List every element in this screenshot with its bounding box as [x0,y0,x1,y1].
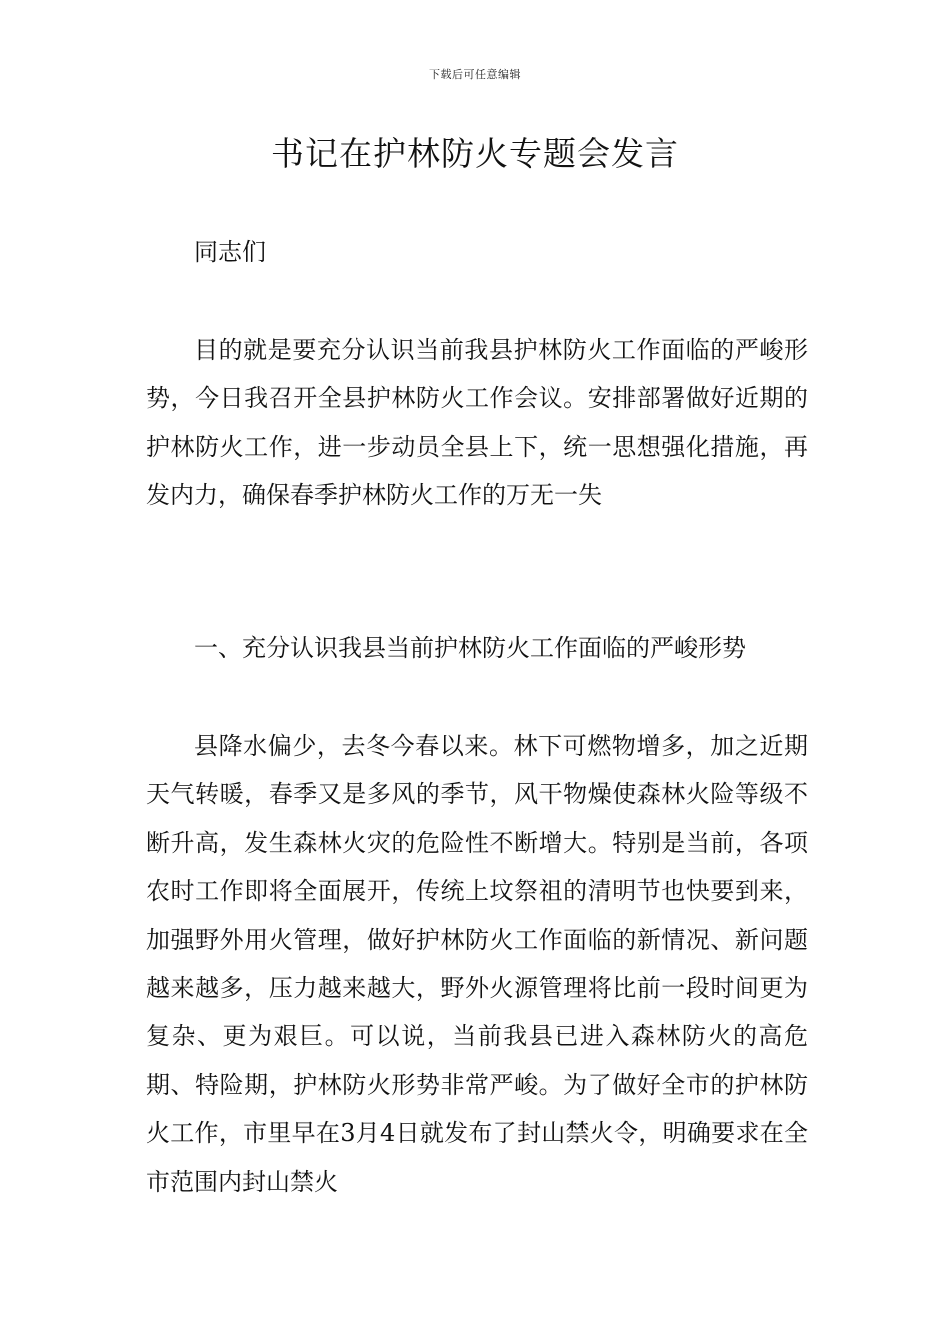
header-note: 下载后可任意编辑 [429,68,521,81]
paragraph-section-1: 县降水偏少，去冬今春以来。林下可燃物增多，加之近期天气转暖，春季又是多风的季节，风干物燥使森林火险等级不断升高，发生森林火灾的危险性不断增大。特别是当前，各项农时工作即将全面展开，传统上坟祭祖的清明节也快要到来，加强野外用火管理，做好护林防火工作面临的新情况、新问题越来越多，压力越来越大，野外火源管理将比前一段时间更为复杂、更为艰巨。可以说，当前我县已进入森林防火的高危期、特险期，护林防火形势非常严峻。为了做好全市的护林防火工作，市里早在3月4日就发布了封山禁火令，明确要求在全市范围内封山禁火 [146,732,808,1196]
salutation: 同志们 [194,238,266,266]
document-title: 书记在护林防火专题会发言 [271,134,679,173]
section-heading: 一、充分认识我县当前护林防火工作面临的严峻形势 [194,634,746,662]
paragraph-intro: 目的就是要充分认识当前我县护林防火工作面临的严峻形势，今日我召开全县护林防火工作会议。安排部署做好近期的护林防火工作，进一步动员全县上下，统一思想强化措施，再发内力，确保春季护林防火工作的万无一失 [146,336,808,510]
